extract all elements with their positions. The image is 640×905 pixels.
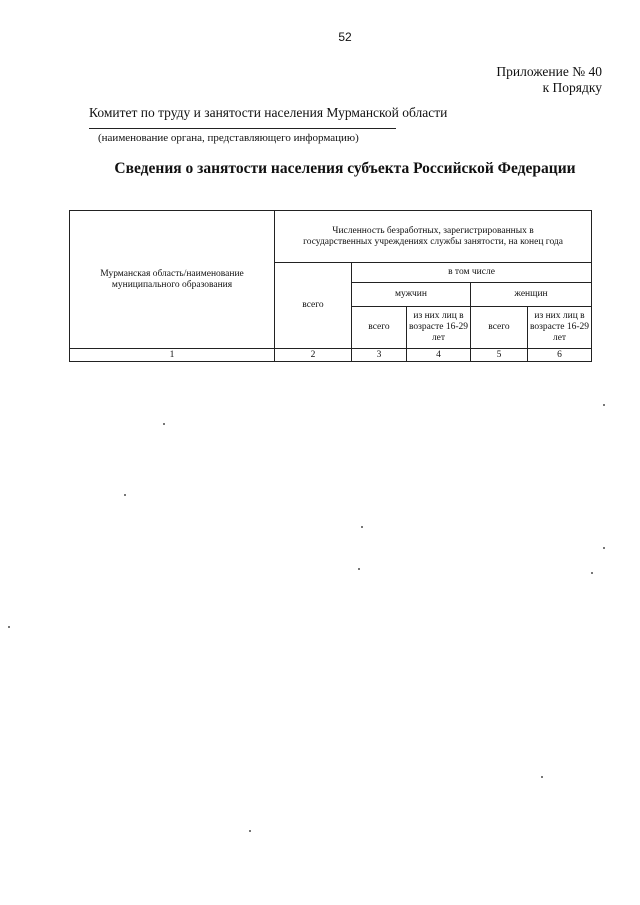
- column-number-3: 3: [352, 349, 407, 362]
- employment-table: [69, 210, 592, 362]
- header-women-total: всего: [471, 307, 528, 349]
- scan-speck: [124, 494, 126, 496]
- appendix-label: [496, 64, 602, 96]
- header-women-young: из них лиц в возрасте 16-29 лет: [528, 307, 592, 349]
- column-number-2: 2: [275, 349, 352, 362]
- scan-speck: [8, 626, 10, 628]
- column-number-4: 4: [407, 349, 471, 362]
- header-men-young: из них лиц в возрасте 16-29 лет: [407, 307, 471, 349]
- header-unemployed: Численность безработных, зарегистрированных в государственных учреждениях службы занятости, на конец года: [275, 211, 592, 263]
- header-men-total: всего: [352, 307, 407, 349]
- header-region: Мурманская область/наименование муниципального образования: [70, 211, 275, 349]
- scan-speck: [603, 404, 605, 406]
- scan-speck: [591, 572, 593, 574]
- organization-name: Комитет по труду и занятости населения Мурманской области: [89, 105, 448, 120]
- appendix-number: Приложение № 40: [496, 64, 602, 79]
- scan-speck: [358, 568, 360, 570]
- column-number-1: 1: [70, 349, 275, 362]
- column-number-6: 6: [528, 349, 592, 362]
- header-including: в том числе: [352, 263, 592, 283]
- organization-caption: (наименование органа, представляющего информацию): [98, 132, 359, 144]
- organization-underline: [89, 128, 396, 129]
- scan-speck: [361, 526, 363, 528]
- header-women: женщин: [471, 283, 592, 307]
- page-number: 52: [338, 30, 352, 44]
- scan-speck: [249, 830, 251, 832]
- header-total: всего: [275, 263, 352, 349]
- appendix-reference: к Порядку: [542, 80, 602, 95]
- scan-speck: [163, 423, 165, 425]
- column-number-5: 5: [471, 349, 528, 362]
- scan-speck: [541, 776, 543, 778]
- document-title: Сведения о занятости населения субъекта Российской Федерации: [114, 160, 576, 177]
- scan-speck: [603, 547, 605, 549]
- header-men: мужчин: [352, 283, 471, 307]
